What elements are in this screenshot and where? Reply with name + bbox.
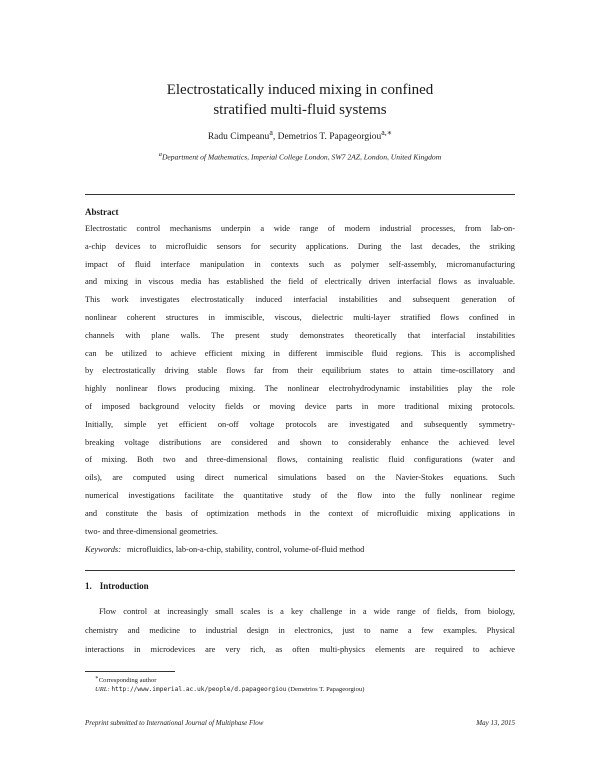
section-number: 1. bbox=[85, 581, 92, 591]
author-1: Radu Cimpeanu bbox=[207, 132, 270, 143]
intro-line: chemistry and medicine to industrial design in electronics, just to name a few examples. Physical bbox=[85, 626, 515, 635]
abstract-bottom-rule bbox=[85, 570, 515, 571]
keywords-text: microfluidics, lab-on-a-chip, stability, control, volume-of-fluid method bbox=[126, 545, 365, 554]
abstract-line: Initially, simple yet efficient on-off voltage protocols are investigated and subsequently symmetry- bbox=[85, 419, 515, 429]
section-heading-introduction bbox=[85, 581, 149, 591]
abstract-line: and constitute the basis of optimization methods in the context of microfluidic mixing applications in bbox=[85, 508, 515, 518]
abstract-line: oils), are computed using direct numerical simulations based on the Navier-Stokes equations. Such bbox=[85, 473, 515, 483]
abstract-line: breaking voltage distributions are considered and shown to considerably enhance the achieved level bbox=[85, 437, 515, 447]
abstract-line: and mixing in viscous media has established the field of electrically driven interfacial flows as invaluable. bbox=[85, 277, 515, 287]
keywords-label: Keywords: bbox=[85, 545, 121, 554]
abstract-line: Electrostatic control mechanisms underpin a wide range of modern industrial processes, from lab-on- bbox=[85, 224, 515, 233]
author-separator: , bbox=[272, 132, 278, 143]
abstract-body bbox=[85, 220, 515, 540]
abstract-line: nonlinear coherent structures in immiscible, viscous, dielectric multi-layer stratified flows confined in bbox=[85, 312, 515, 322]
author-url-link[interactable]: http://www.imperial.ac.uk/people/d.papageorgiou bbox=[111, 686, 287, 693]
title-line-2: stratified multi-fluid systems bbox=[213, 102, 387, 118]
preprint-date: May 13, 2015 bbox=[476, 719, 515, 727]
abstract-line: channels with plane walls. The present study demonstrates theoretically that interfacial instabilities bbox=[85, 330, 515, 340]
introduction-body bbox=[85, 602, 515, 659]
preprint-note: Preprint submitted to International Journal of Multiphase Flow bbox=[85, 719, 264, 727]
abstract-line: can be utilized to achieve efficient mixing in different immiscible fluid regions. This is accomplished bbox=[85, 348, 515, 358]
affiliation bbox=[0, 151, 600, 162]
footnote-mark: ∗ bbox=[95, 675, 99, 681]
intro-line: Flow control at increasingly small scales is a key challenge in a wide range of fields, from biology, bbox=[99, 607, 515, 616]
footnote-rule bbox=[85, 671, 175, 672]
abstract-line: of imposed background velocity fields or moving device parts in more traditional mixing protocols. bbox=[85, 401, 515, 411]
keywords bbox=[85, 545, 364, 554]
abstract-line: by electrostatically driving stable flows far from their equilibrium states to attain time-oscillatory and bbox=[85, 366, 515, 376]
abstract-line: a-chip devices to microfluidic sensors for security applications. During the last decades, the striking bbox=[85, 241, 515, 251]
paper-title bbox=[0, 80, 600, 120]
abstract-line: numerical investigations facilitate the quantitative study of the flow into the fully nonlinear regime bbox=[85, 490, 515, 500]
footnote-corresponding bbox=[95, 675, 156, 684]
abstract-line: highly nonlinear flows producing mixing. The nonlinear electrohydrodynamic instabilities play the role bbox=[85, 384, 515, 394]
footnote-url bbox=[95, 686, 364, 693]
affiliation-mark: a bbox=[158, 151, 162, 158]
title-line-1: Electrostatically induced mixing in confined bbox=[166, 82, 434, 98]
author-2: Demetrios T. Papageorgiou bbox=[277, 132, 382, 143]
intro-line: interactions in microdevices are very rich, as often multi-physics elements are required to achieve bbox=[85, 645, 515, 654]
url-label: URL: bbox=[95, 686, 110, 693]
affiliation-text: Department of Mathematics, Imperial College London, SW7 2AZ, London, United Kingdom bbox=[161, 152, 442, 162]
url-owner: (Demetrios T. Papageorgiou) bbox=[288, 686, 365, 693]
abstract-line: impact of fluid interface manipulation in contexts such as polymer self-assembly, micromanufacturing bbox=[85, 259, 515, 269]
section-title: Introduction bbox=[99, 581, 149, 591]
abstract-heading: Abstract bbox=[85, 207, 119, 217]
footnote-corresponding-text: Corresponding author bbox=[98, 677, 157, 685]
abstract-line: two- and three-dimensional geometries. bbox=[85, 526, 219, 536]
author-list bbox=[0, 128, 600, 142]
author-1-affil-mark: a bbox=[269, 128, 273, 137]
author-2-affil-mark: a,∗ bbox=[381, 128, 393, 137]
abstract-line: of mixing. Both two and three-dimensional flows, containing realistic fluid configurations (water and bbox=[85, 455, 515, 465]
abstract-line: This work investigates electrostatically induced interfacial instabilities and subsequent generation of bbox=[85, 295, 515, 305]
abstract-top-rule bbox=[85, 194, 515, 195]
